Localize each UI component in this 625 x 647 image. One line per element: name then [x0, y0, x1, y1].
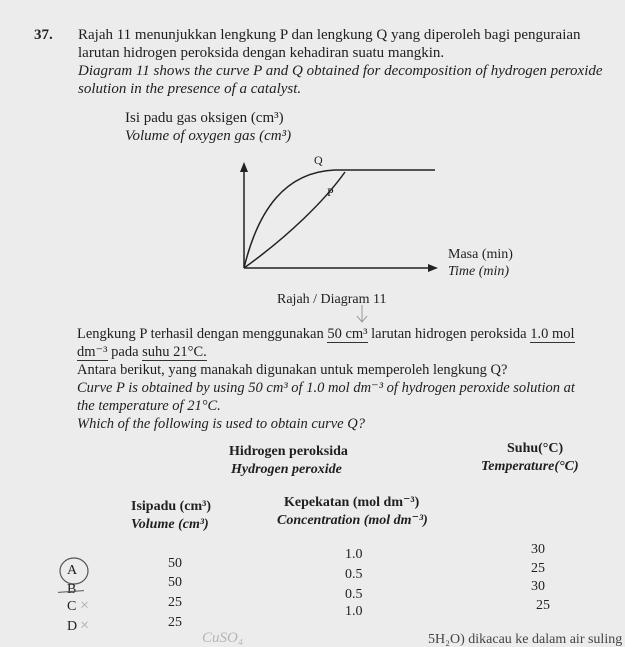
conc-header-malay: Kepekatan (mol dm⁻³) [284, 495, 420, 510]
table-group-header-malay: Hidrogen peroksida [229, 444, 348, 459]
option-d-cross: × [80, 617, 90, 634]
stem-malay-line1 [77, 327, 575, 342]
temp-header-malay: Suhu(°C) [507, 441, 564, 456]
option-b-concentration: 0.5 [345, 567, 363, 582]
option-d-concentration: 1.0 [345, 604, 363, 619]
question-text-english-2: solution in the presence of a catalyst. [78, 81, 302, 97]
stem-malay-question: Antara berikut, yang manakah digunakan untuk memperoleh lengkung Q? [77, 362, 508, 378]
y-axis-label-english: Volume of oxygen gas (cm³) [125, 128, 292, 144]
option-c-temperature: 30 [531, 579, 545, 594]
option-c-cross: × [80, 597, 90, 614]
option-letter-d[interactable]: D [67, 619, 78, 634]
curve-q-label: Q [314, 153, 323, 167]
question-text-malay-2: larutan hidrogen peroksida dengan kehadiran suatu mangkin. [78, 45, 445, 61]
volume-header-malay: Isipadu (cm³) [131, 499, 212, 514]
option-a-volume: 50 [168, 556, 182, 571]
handwritten-scribble: CuSO₄ [202, 630, 244, 646]
stem-english-line1: Curve P is obtained by using 50 cm³ of 1.0 mol dm⁻³ of hydrogen peroxide solution at [77, 380, 575, 396]
option-d-volume: 25 [168, 615, 182, 630]
stem-temp-word: suhu 21°C. [142, 344, 207, 360]
option-a-temperature: 30 [531, 542, 545, 557]
option-b-volume: 50 [168, 575, 182, 590]
option-b-temperature: 25 [531, 561, 545, 576]
table-group-header-english: Hydrogen peroxide [231, 462, 342, 477]
stem-conc-value: 1.0 mol [530, 326, 575, 342]
y-axis-label-malay: Isi padu gas oksigen (cm³) [125, 110, 284, 126]
stem-english-question: Which of the following is used to obtain curve Q? [77, 416, 365, 432]
question-text-malay-1: Rajah 11 menunjukkan lengkung P dan lengkung Q yang diperoleh bagi penguraian [78, 27, 581, 43]
option-letter-a[interactable]: A [67, 563, 78, 578]
x-axis-arrow [428, 264, 438, 272]
cut-off-next-question: 5H₂O) dikacau ke dalam air suling [428, 632, 623, 647]
stem-malay-part1: Lengkung P terhasil dengan menggunakan [77, 326, 324, 342]
stem-malay-part2: larutan hidrogen peroksida [371, 326, 527, 342]
y-axis-arrow [240, 162, 248, 172]
option-c-volume: 25 [168, 595, 182, 610]
curve-q [244, 170, 435, 268]
stem-english-line2: the temperature of 21°C. [77, 398, 221, 414]
curve-p-label: P [327, 185, 334, 199]
x-axis-label-english: Time (min) [448, 264, 510, 279]
diagram-caption: Rajah / Diagram 11 [277, 292, 387, 307]
option-d-temperature: 25 [536, 598, 550, 613]
temp-header-english: Temperature(°C) [481, 459, 579, 474]
stem-conc-unit: dm⁻³ [77, 344, 108, 360]
option-letter-c[interactable]: C [67, 599, 77, 614]
question-number: 37. [34, 27, 53, 43]
option-a-concentration: 1.0 [345, 547, 363, 562]
stem-malay-line2 [77, 345, 207, 360]
x-axis-label-malay: Masa (min) [448, 247, 513, 262]
option-c-concentration: 0.5 [345, 587, 363, 602]
volume-header-english: Volume (cm³) [131, 517, 209, 532]
stem-malay-part3: pada [111, 344, 139, 360]
question-text-english-1: Diagram 11 shows the curve P and Q obtained for decomposition of hydrogen peroxide [78, 63, 603, 79]
stem-volume-value: 50 cm³ [327, 326, 368, 342]
option-letter-b[interactable]: B [67, 582, 77, 597]
conc-header-english: Concentration (mol dm⁻³) [277, 513, 428, 528]
